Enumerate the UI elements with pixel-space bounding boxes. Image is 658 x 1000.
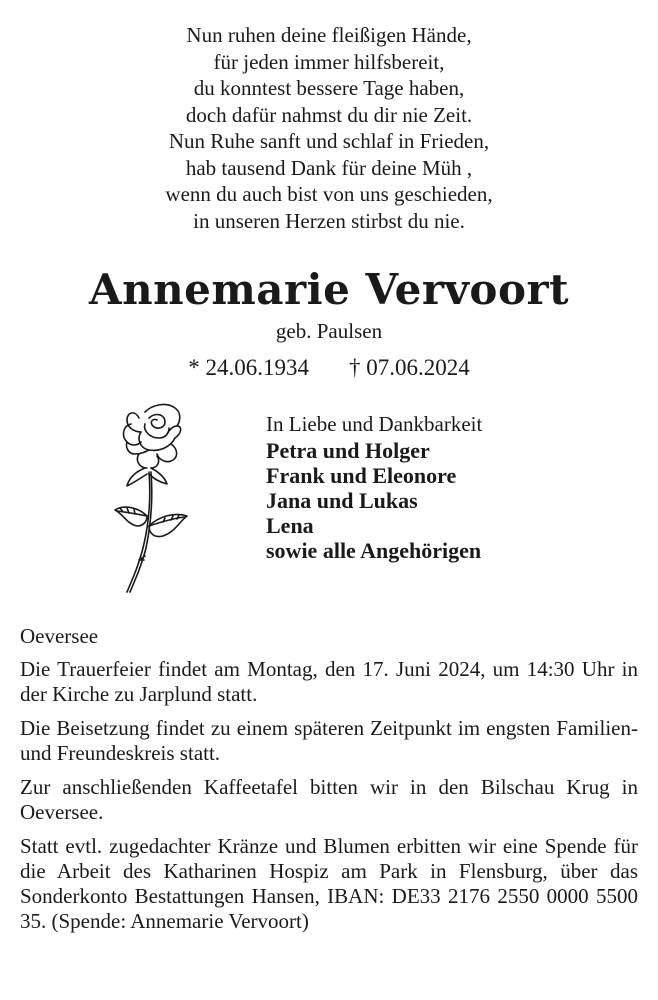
donation-paragraph: Statt evtl. zugedachter Kränze und Blumen erbitten wir eine Spende für die Arbeit des Katharinen Hospiz am Park in Flensburg, über das Sonderkonto Bestattungen Hansen, IBAN: DE33 2176 2550 0000 5500 35. (Spende: Annemarie Vervoort)	[20, 834, 638, 933]
poem-line: Nun Ruhe sanft und schlaf in Frieden,	[168, 129, 490, 153]
birth-name: geb. Paulsen	[275, 319, 383, 343]
birth-date: * 24.06.1934	[188, 355, 309, 380]
rose-icon	[105, 398, 205, 598]
family-member: sowie alle Angehörigen	[266, 538, 482, 563]
family-member: Lena	[266, 513, 314, 538]
family-member: Frank und Eleonore	[266, 463, 457, 488]
place-name: Oeversee	[20, 624, 99, 648]
family-member: Jana und Lukas	[266, 488, 418, 513]
poem-line: wenn du auch bist von uns geschieden,	[165, 182, 493, 206]
family-section	[266, 410, 482, 563]
poem-line: Nun ruhen deine fleißigen Hände,	[186, 23, 472, 47]
family-lead-text: In Liebe und Dankbarkeit	[266, 412, 483, 436]
poem-line: doch dafür nahmst du dir nie Zeit.	[185, 102, 473, 127]
deceased-name: Annemarie Vervoort	[88, 265, 569, 314]
reception-paragraph: Zur anschließenden Kaffeetafel bitten wir in den Bilschau Krug in Oeversee.	[20, 775, 638, 824]
funeral-information	[20, 624, 638, 943]
memorial-poem	[0, 22, 658, 234]
poem-line: für jeden immer hilfsbereit,	[213, 49, 445, 74]
life-dates	[0, 353, 658, 383]
family-member: Petra und Holger	[266, 438, 430, 463]
burial-paragraph: Die Beisetzung findet zu einem späteren Zeitpunkt im engsten Familien- und Freundeskreis statt.	[20, 716, 638, 765]
poem-line: in unseren Herzen stirbst du nie.	[193, 208, 465, 233]
service-paragraph: Die Trauerfeier findet am Montag, den 17. Juni 2024, um 14:30 Uhr in der Kirche zu Jarplund statt.	[20, 657, 638, 706]
death-date: † 07.06.2024	[349, 355, 470, 380]
poem-line: hab tausend Dank für deine Müh ,	[185, 155, 473, 180]
poem-line: du konntest bessere Tage haben,	[193, 76, 465, 100]
